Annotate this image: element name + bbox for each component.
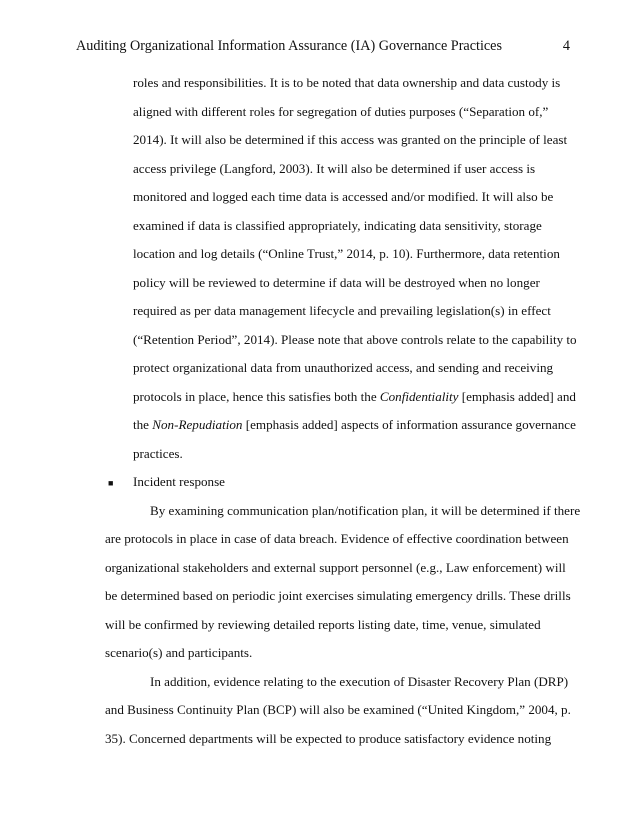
text-line: protect organizational data from unauthorized access, and sending and receiving (133, 360, 554, 375)
square-bullet-icon: ■ (108, 478, 114, 488)
text-line: location and log details (“Online Trust,” 2014, p. 10). Furthermore, data retention (133, 246, 560, 261)
text-run: [emphasis added] and (458, 389, 576, 404)
text-line: (“Retention Period”, 2014). Please note that above controls relate to the capability to (133, 332, 577, 347)
text-line: examined if data is classified appropriately, indicating data sensitivity, storage (133, 218, 542, 233)
text-line: will be confirmed by reviewing detailed reports listing date, time, venue, simulated (105, 617, 541, 632)
bullet-label: Incident response (133, 474, 225, 489)
text-line: scenario(s) and participants. (105, 645, 253, 660)
text-line: and Business Continuity Plan (BCP) will also be examined (“United Kingdom,” 2004, p. (105, 702, 571, 717)
text-line: are protocols in place in case of data breach. Evidence of effective coordination between (105, 531, 569, 546)
text-line: policy will be reviewed to determine if data will be destroyed when no longer (133, 275, 540, 290)
text-line: aligned with different roles for segregation of duties purposes (“Separation of,” (133, 104, 549, 119)
text-run: [emphasis added] aspects of information assurance governance (242, 417, 576, 432)
page-number: 4 (562, 38, 570, 54)
text-line: access privilege (Langford, 2003). It will also be determined if user access is (133, 161, 536, 176)
header-title: Auditing Organizational Information Assurance (IA) Governance Practices (76, 38, 503, 54)
text-line: monitored and logged each time data is accessed and/or modified. It will also be (133, 189, 554, 204)
text-run: protocols in place, hence this satisfies both the (133, 389, 380, 404)
text-line: required as per data management lifecycle and prevailing legislation(s) in effect (133, 303, 551, 318)
emphasis-non-repudiation: Non-Repudiation (152, 417, 243, 432)
text-line: roles and responsibilities. It is to be noted that data ownership and data custody is (133, 75, 561, 90)
text-line: By examining communication plan/notification plan, it will be determined if there (150, 503, 581, 518)
text-line: 35). Concerned departments will be expected to produce satisfactory evidence noting (105, 731, 552, 746)
text-line: In addition, evidence relating to the execution of Disaster Recovery Plan (DRP) (150, 674, 569, 689)
running-header (76, 36, 570, 56)
emphasis-confidentiality: Confidentiality (379, 389, 459, 404)
text-line (133, 416, 576, 434)
text-line: practices. (133, 446, 183, 461)
text-line (133, 388, 576, 406)
text-line: 2014). It will also be determined if this access was granted on the principle of least (133, 132, 568, 147)
text-line: organizational stakeholders and external support personnel (e.g., Law enforcement) will (105, 560, 566, 575)
text-line: be determined based on periodic joint exercises simulating emergency drills. These drills (105, 588, 571, 603)
text-run: the (133, 417, 153, 432)
